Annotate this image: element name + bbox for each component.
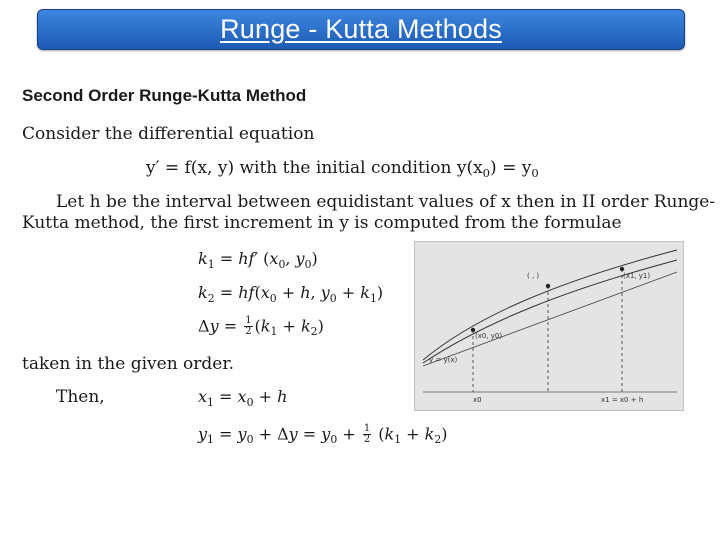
label-x0y0: (x0, y0) <box>475 332 503 340</box>
label-x1y1: (x1, y1) <box>623 272 651 280</box>
differential-equation: y′ = f(x, y) with the initial condition $y(x_0) = y_0$ <box>146 158 539 181</box>
page-title: Runge - Kutta Methods <box>220 14 502 44</box>
label-x0-axis: x0 <box>473 396 482 404</box>
rk-diagram <box>414 241 684 411</box>
intro-text: Consider the differential equation <box>22 124 315 144</box>
paragraph-line-1: Let h be the interval between equidistant values of x then in II order Runge- <box>56 192 716 212</box>
order-text: taken in the given order. <box>22 354 235 374</box>
title-bar <box>37 9 685 50</box>
label-curve: y = y(x) <box>429 356 458 364</box>
equation-delta-y: Δy = $\frac{1}{2}$ $(k_1 + k_2)$ <box>198 315 324 339</box>
label-x1-axis: x1 = x0 + h <box>601 396 644 404</box>
label-mid: ( , ) <box>527 272 540 280</box>
equation-x1: $x_1 = x_0 + h$ <box>198 387 288 409</box>
de-right-a: y(x <box>456 158 483 178</box>
equation-k2: $k_2 = hf(x_0 + h$, $y_0 + k_1$) <box>198 283 384 305</box>
equation-k1: $k_1 = hf'$ ($x_0$, $y_0$) <box>198 249 318 271</box>
equation-y1: $y_1 = y_0 + \Delta y = y_0$ + $\frac{1}{2}$ $(k_1 + k_2)$ <box>198 423 448 447</box>
solution-curve <box>423 250 677 360</box>
de-left: y′ = f(x, y) with the initial condition <box>146 158 457 178</box>
point-mid <box>546 284 550 288</box>
paragraph-line-2: Kutta method, the first increment in y is computed from the formulae <box>22 213 622 233</box>
point-x1 <box>620 267 624 271</box>
then-label: Then, <box>56 387 105 407</box>
section-heading: Second Order Runge-Kutta Method <box>22 86 307 105</box>
de-right-b: ) = y <box>490 158 532 178</box>
